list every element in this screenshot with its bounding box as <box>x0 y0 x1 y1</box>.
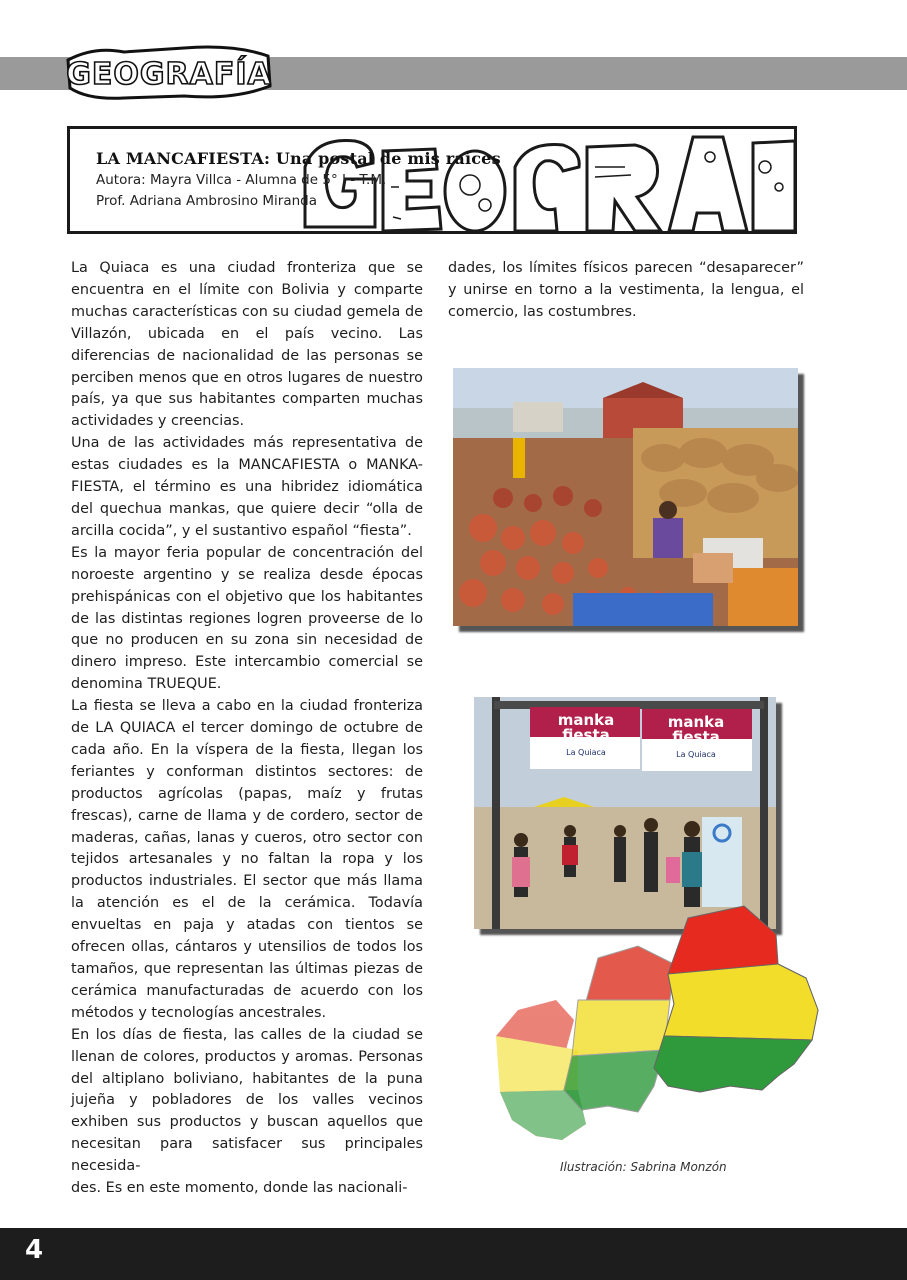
banner-word-manka-2: manka <box>667 713 725 731</box>
section-logo <box>64 40 274 104</box>
paragraph-continuation: dades, los límites físicos parecen “desaparecer” y unirse en torno a la vestimenta, la lengua, el comercio, las costumbres. <box>448 260 804 320</box>
article-author: Autora: Mayra Villca - Alumna de 5° I - T.M. <box>96 172 387 188</box>
banner-place-1: La Quiaca <box>566 748 606 757</box>
banner-word-fiesta-1: fiesta <box>562 726 610 744</box>
banner-word-fiesta-2: fiesta <box>672 728 720 746</box>
article-title-box <box>67 126 797 234</box>
paragraph-5: En los días de fiesta, las calles de la ciudad se llenan de colores, productos y aromas. Personas del altiplano boliviano, habitantes de la puna jujeña y pobladores de los valles vecinos exhiben sus productos y buscan aquellos que necesitan para satisfacer sus principales necesida- <box>71 1026 423 1175</box>
article-title: LA MANCAFIESTA: Una postal de mis raíces <box>96 149 501 168</box>
banner-word-manka-1: manka <box>557 711 615 729</box>
left-column <box>71 258 423 1200</box>
illustration-caption: Ilustración: Sabrina Monzón <box>560 1160 727 1174</box>
page-number: 4 <box>25 1235 44 1265</box>
section-logo-text: GEOGRAFÍA <box>66 57 272 92</box>
photo-pottery-market <box>453 368 798 626</box>
banner-place-2: La Quiaca <box>676 750 716 759</box>
footer-band <box>0 1228 907 1280</box>
paragraph-3: Es la mayor feria popular de concentración del noroeste argentino y se realiza desde épocas prehispánicas con el objetivo que los habitantes de las distintas regiones logren proveerse de lo que no producen en su zona sin necesidad de dinero impreso. Este intercambio comercial se denomina TRUEQUE. <box>71 544 423 693</box>
paragraph-5-end: des. Es en este momento, donde las nacionali- <box>71 1180 408 1197</box>
bolivia-map-illustration <box>478 900 823 1156</box>
paragraph-1: La Quiaca es una ciudad fronteriza que se encuentra en el límite con Bolivia y comparte muchas características con su ciudad gemela de Villazón, ubicada en el país vecino. Las diferencias de nacionalidad de las personas se perciben menos que en otros lugares de nuestro país, ya que sus habitantes comparten muchas actividades y creencias. <box>71 260 423 430</box>
article-teacher: Prof. Adriana Ambrosino Miranda <box>96 193 318 209</box>
right-column-text <box>448 258 804 324</box>
article-heading <box>96 149 501 210</box>
photo-mankafiesta-entrance <box>474 697 776 929</box>
paragraph-2: Una de las actividades más representativa de estas ciudades es la MANCAFIESTA o MANKA-FIESTA, el término es una hibridez idiomática del quechua mankas, que quiere decir “olla de arcilla cocida”, y el sustantivo español “fiesta”. <box>71 435 423 539</box>
paragraph-4: La fiesta se lleva a cabo en la ciudad fronteriza de LA QUIACA el tercer domingo de octubre de cada año. En la víspera de la fiesta, llegan los feriantes y conforman distintos sectores: de productos agrícolas (papas, maíz y frutas frescas), carne de llama y de cordero, sector de maderas, cañas, lanas y cueros, otro sector con tejidos artesanales y no faltan la ropa y los productos industriales. El sector que más llama la atención es el de la cerámica. Todavía envueltas en paja y atadas con tientos se ofrecen ollas, cántaros y utensilios de todos los tamaños, que representan las últimas piezas de cerámica manufacturadas de acuerdo con los métodos y tecnologías ancestrales. <box>71 698 423 1021</box>
